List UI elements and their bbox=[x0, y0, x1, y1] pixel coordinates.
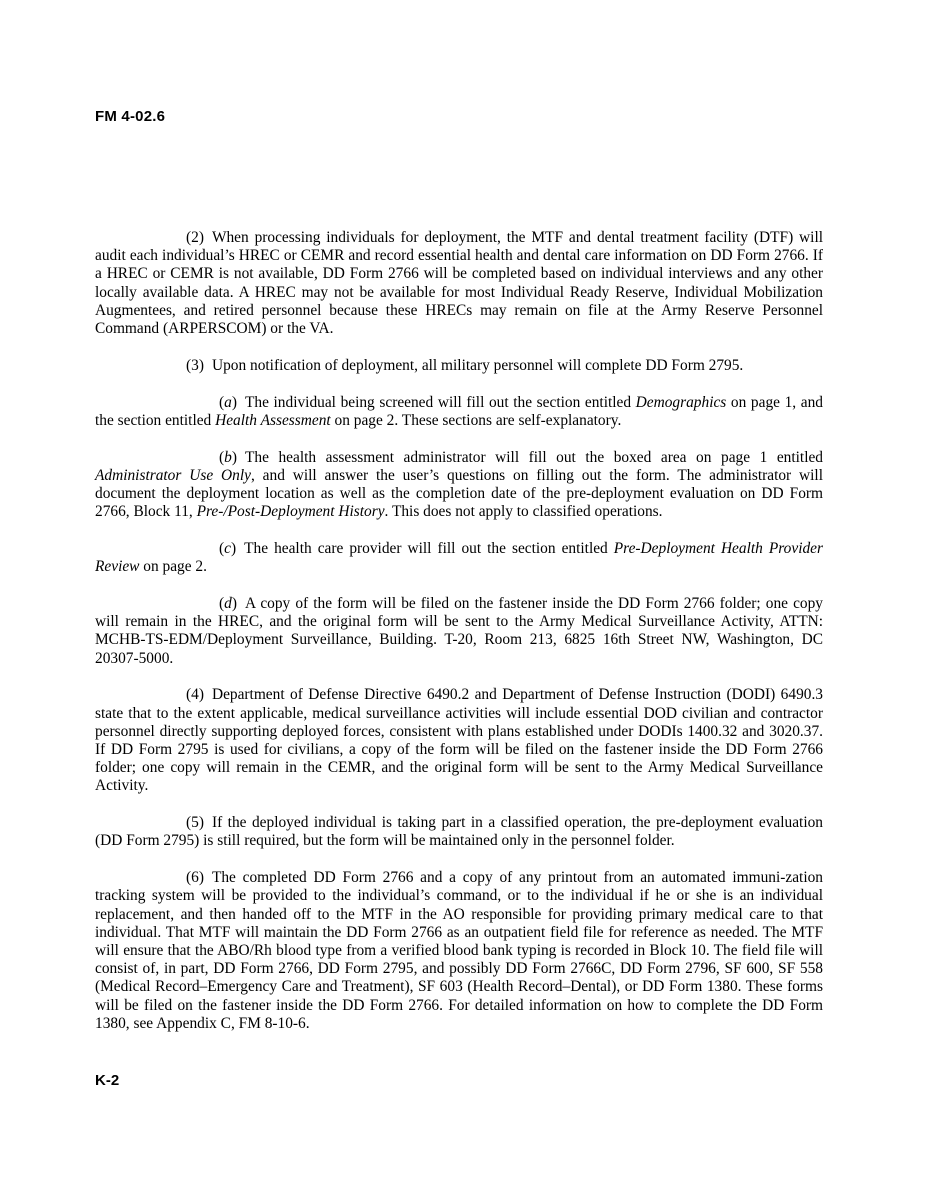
section-title-demographics: Demographics bbox=[635, 393, 727, 411]
document-body bbox=[95, 229, 823, 1033]
block-title-deployment-history: Pre-/Post-Deployment History bbox=[196, 503, 385, 521]
section-title-health-assessment: Health Assessment bbox=[215, 411, 331, 429]
paragraph-text: . This does not apply to classified operations. bbox=[384, 503, 663, 521]
paragraph-text: Upon notification of deployment, all military personnel will complete DD Form 2795. bbox=[211, 356, 744, 374]
paragraph-text: on page 2. These sections are self-explanatory. bbox=[330, 411, 622, 429]
paragraph-text: , and will answer the user’s questions on filling out the form. The administrator will document the deployment location as well as the completion date of the pre-deployment evaluation on DD Form 2766, Block 11, bbox=[95, 466, 823, 521]
subparagraph-d: (d) A copy of the form will be filed on the fastener inside the DD Form 2766 folder; one copy will remain in the HREC, and the original form will be sent to the Army Medical Surveillance Activity, ATTN: MCHB-TS-EDM/Deployment Surveillance, Building. T-20, Room 213, 6825 16th Street NW, Washington, DC 20307-5000. bbox=[95, 595, 823, 667]
paragraph-6 bbox=[95, 869, 823, 1033]
paragraph-text: The individual being screened will fill out the section entitled bbox=[244, 393, 636, 411]
subparagraph-b: (b) The health assessment administrator will fill out the boxed area on page 1 entitled Administrator Use Only, and will answer the user’s questions on filling out the form. The administrator will document the deployment location as well as the completion date of the pre-deployment evaluation on DD Form 2766, Block 11, Pre-/Post-Deployment History. This does not apply to classified operations. bbox=[95, 448, 823, 521]
paragraph-marker: (5) bbox=[186, 814, 204, 832]
paragraph-marker: (3) bbox=[186, 356, 204, 374]
paragraph-text: A copy of the form will be filed on the fastener inside the DD Form 2766 folder; one copy will remain in the HREC, and the original form will be sent to the Army Medical Surveillance Activity, ATTN: MCHB-TS-EDM/Deployment Surveillance, Building. T-20, Room 213, 6825 16th Street NW, Washington, DC 20307-5000. bbox=[95, 595, 823, 667]
paragraph-2 bbox=[95, 229, 823, 338]
paragraph-text: The completed DD Form 2766 and a copy of any printout from an automated immuni-zation tracking system will be provided to the individual’s command, or to the individual if he or she is an individual replacement, and then handed off to the MTF in the AO responsible for providing primary medical care to that individual. That MTF will maintain the DD Form 2766 as an outpatient field file for reference as needed. The MTF will ensure that the ABO/Rh blood type from a verified blood bank typing is recorded in Block 10. The field file will consist of, in part, DD Form 2766, DD Form 2795, and possibly DD Form 2766C, DD Form 2796, SF 600, SF 558 (Medical Record–Emergency Care and Treatment), SF 603 (Health Record–Dental), or DD Form 1380. These forms will be filed on the fastener inside the DD Form 2766. For detailed information on how to complete the DD Form 1380, see Appendix C, FM 8-10-6. bbox=[95, 869, 823, 1032]
paragraph-3 bbox=[95, 357, 823, 375]
subparagraph-letter: b bbox=[224, 448, 232, 466]
paragraph-text: The health care provider will fill out the section entitled bbox=[244, 540, 614, 558]
subparagraph-letter: c bbox=[224, 540, 231, 558]
paragraph-text: Department of Defense Directive 6490.2 and Department of Defense Instruction (DODI) 6490.3 state that to the extent applicable, medical surveillance activities will include essential DOD civilian and contractor personnel directly supporting deployed forces, consistent with plans established under DODIs 1400.32 and 3020.37. If DD Form 2795 is used for civilians, a copy of the form will be filed on the fastener inside the DD Form 2766 folder; one copy will remain in the CEMR, and the original form will be sent to the Army Medical Surveillance Activity. bbox=[95, 686, 823, 795]
paragraph-4 bbox=[95, 686, 823, 795]
subparagraph-letter: a bbox=[224, 393, 232, 411]
paragraph-text: If the deployed individual is taking part in a classified operation, the pre-deployment evaluation (DD Form 2795) is still required, but the form will be maintained only in the personnel folder. bbox=[95, 814, 823, 850]
paragraph-marker: (4) bbox=[186, 686, 204, 704]
section-title-administrator-use: Administrator Use Only bbox=[95, 466, 251, 484]
manual-id-header: FM 4-02.6 bbox=[95, 108, 166, 125]
paragraph-text: on page 1, and the section entitled bbox=[95, 393, 823, 429]
subparagraph-c: (c) The health care provider will fill out the section entitled Pre-Deployment Health Provider Review on page 2. bbox=[95, 540, 823, 576]
paragraph-marker: (6) bbox=[186, 869, 204, 887]
section-title-provider-review: Pre-Deployment Health Provider Review bbox=[95, 540, 823, 576]
paragraph-text: on page 2. bbox=[139, 558, 207, 576]
paragraph-text: The health assessment administrator will fill out the boxed area on page 1 entitled bbox=[244, 448, 823, 466]
subparagraph-letter: d bbox=[224, 595, 232, 613]
paragraph-5 bbox=[95, 814, 823, 850]
subparagraph-a: (a) The individual being screened will fill out the section entitled Demographics on page 1, and the section entitled Health Assessment on page 2. These sections are self-explanatory. bbox=[95, 393, 823, 429]
paragraph-marker: (2) bbox=[186, 229, 204, 246]
page-number-footer: K-2 bbox=[95, 1072, 120, 1089]
paragraph-text: When processing individuals for deployment, the MTF and dental treatment facility (DTF) will audit each individual’s HREC or CEMR and record essential health and dental care information on DD Form 2766. If a HREC or CEMR is not available, DD Form 2766 will be completed based on individual interviews and any other locally available data. A HREC may not be available for most Individual Ready Reserve, Individual Mobilization Augmentees, and retired personnel because these HRECs may remain on file at the Army Reserve Personnel Command (ARPERSCOM) or the VA. bbox=[95, 229, 823, 338]
